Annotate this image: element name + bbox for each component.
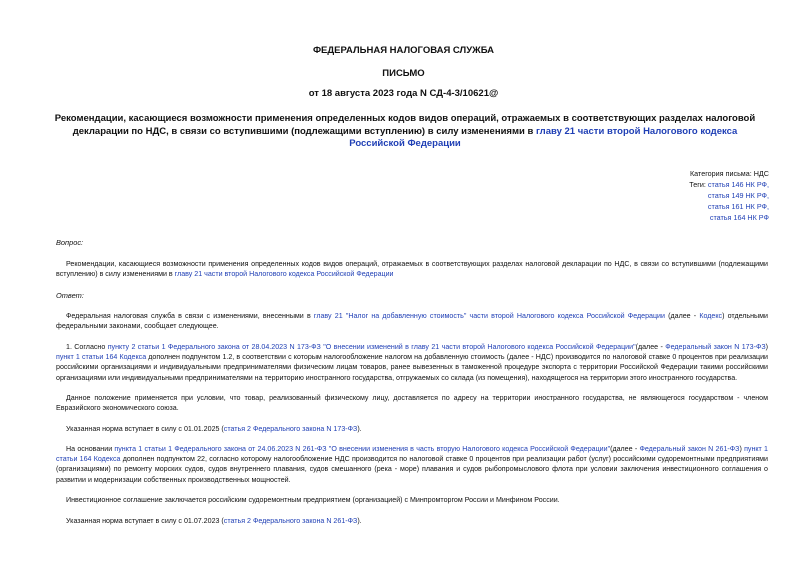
question-paragraph [56, 259, 768, 279]
p1-text-a: Федеральная налоговая служба в связи с изменениями, внесенными в [66, 312, 314, 320]
question-label: Вопрос: [56, 238, 84, 247]
letter-category: Категория письма: НДС [689, 169, 769, 178]
title-link-tax-code-chapter-21[interactable]: главу 21 части второй Налогового кодекса Российской Федерации [349, 125, 738, 149]
document-date-number: от 18 августа 2023 года N СД-4-3/10621@ [308, 88, 499, 99]
p7-text-b: ). [357, 517, 362, 525]
link-law-173-fz-art2[interactable]: статья 2 Федерального закона N 173-ФЗ [223, 425, 358, 433]
tags-line [689, 179, 769, 190]
tag-link-article-164[interactable]: статья 164 НК РФ [709, 213, 769, 222]
answer-paragraph-1 [56, 311, 768, 331]
link-law-261-fz[interactable]: Федеральный закон N 261-ФЗ [639, 445, 740, 453]
p1-text-c: ) отдельными федеральными законами, сообщает следующее. [56, 312, 768, 331]
answer-label: Ответ: [56, 291, 84, 300]
answer-paragraph-2 [56, 342, 768, 383]
p7-text-a: Указанная норма вступает в силу с 01.07.2023 ( [66, 517, 224, 525]
document-type-heading: ПИСЬМО [382, 68, 425, 79]
p2-text-c: ) [765, 343, 768, 351]
agency-heading: ФЕДЕРАЛЬНАЯ НАЛОГОВАЯ СЛУЖБА [312, 45, 495, 56]
link-code-art164-p1-second[interactable]: пункт 1 статьи 164 Кодекса [56, 445, 768, 464]
link-law-261-fz-art1-p1[interactable]: пункта 1 статьи 1 Федерального закона от 24.06.2023 N 261-ФЗ "О внесении изменения в часть вторую Налогового кодекса Российской Федерации" [114, 445, 611, 453]
link-law-173-fz[interactable]: Федеральный закон N 173-ФЗ [665, 343, 766, 351]
p5-text-d: дополнен подпунктом 22, согласно которому налогообложение НДС производится по налоговой ставке 0 процентов при реализации работ (услуг) российскими судоремонтными предприятиями (организациями) по ремонту морских судов, судов внутреннего плавания, судов смешанного (река - море) плавания и судов рыбопромыслового флота при условии заключения инвестиционного соглашения о развитии и модернизации собственных производственных мощностей. [56, 455, 768, 484]
document-title [44, 113, 766, 151]
answer-paragraph-4 [56, 424, 768, 434]
tag-link-article-161[interactable]: статья 161 НК РФ, [707, 202, 769, 211]
letter-meta [689, 168, 769, 223]
p4-text-b: ). [357, 425, 362, 433]
p5-text-b: (далее - [610, 445, 640, 453]
answer-paragraph-6: Инвестиционное соглашение заключается российским судоремонтным предприятием (организацией) с Минпромторгом России и Минфином России. [66, 496, 560, 504]
answer-paragraph-3: Данное положение применяется при условии, что товар, реализованный физическому лицу, доставляется по адресу на территории иностранного государства, не являющегося государством - членом Евразийского экономического союза. [56, 394, 768, 413]
tag-link-article-149[interactable]: статья 149 НК РФ, [707, 191, 769, 200]
link-code[interactable]: Кодекс [699, 312, 723, 320]
answer-paragraph-5 [56, 444, 768, 485]
p2-text-a: 1. Согласно [66, 343, 108, 351]
link-tax-code-chapter-21-vat[interactable]: главу 21 "Налог на добавленную стоимость" части второй Налогового кодекса Российской Федерации [313, 312, 665, 320]
link-law-173-fz-art1-p2[interactable]: пункту 2 статьи 1 Федерального закона от 28.04.2023 N 173-ФЗ "О внесении изменений в главу 21 части второй Налогового кодекса Российской Федерации" [107, 343, 636, 351]
p5-text-c: ) [739, 445, 745, 453]
question-text: Рекомендации, касающиеся возможности применения определенных кодов видов операций, отражаемых в соответствующих разделах налоговой декларации по НДС, в связи со вступившими (подлежащими вступлению) в силу изменениями в [56, 260, 768, 279]
question-link-tax-code-chapter-21[interactable]: главу 21 части второй Налогового кодекса Российской Федерации [174, 270, 394, 279]
p1-text-b: (далее - [664, 312, 700, 320]
p2-text-b: (далее - [635, 343, 666, 351]
link-law-261-fz-art2[interactable]: статья 2 Федерального закона N 261-ФЗ [223, 517, 358, 525]
p2-text-d: дополнен подпунктом 1.2, в соответствии с которым налогообложение налогом на добавленную стоимость (далее - НДС) производится по налоговой ставке 0 процентов при реализации российскими организациями и индивидуальными предпринимателями физическим лицам товаров, ранее вывезенных в таможенной процедуре экспорта с территории Российской Федерации такими российскими организациями или индивидуальными предпринимателями на территорию иностранного государства, отгружаемых со склада (из помещения), находящегося на территории этого иностранного государства. [56, 353, 768, 382]
tags-label: Теги: [689, 180, 708, 189]
tag-link-article-146[interactable]: статья 146 НК РФ, [707, 180, 769, 189]
p4-text-a: Указанная норма вступает в силу с 01.01.2025 ( [66, 425, 224, 433]
document-title-text: Рекомендации, касающиеся возможности применения определенных кодов видов операций, отражаемых в соответствующих разделах налоговой декларации по НДС, в связи со вступившими (подлежащими вступлению) в силу изменениями в [54, 113, 756, 137]
p5-text-a: На основании [66, 445, 115, 453]
link-code-art164-p1[interactable]: пункт 1 статьи 164 Кодекса [56, 353, 147, 362]
answer-paragraph-7 [56, 516, 768, 526]
